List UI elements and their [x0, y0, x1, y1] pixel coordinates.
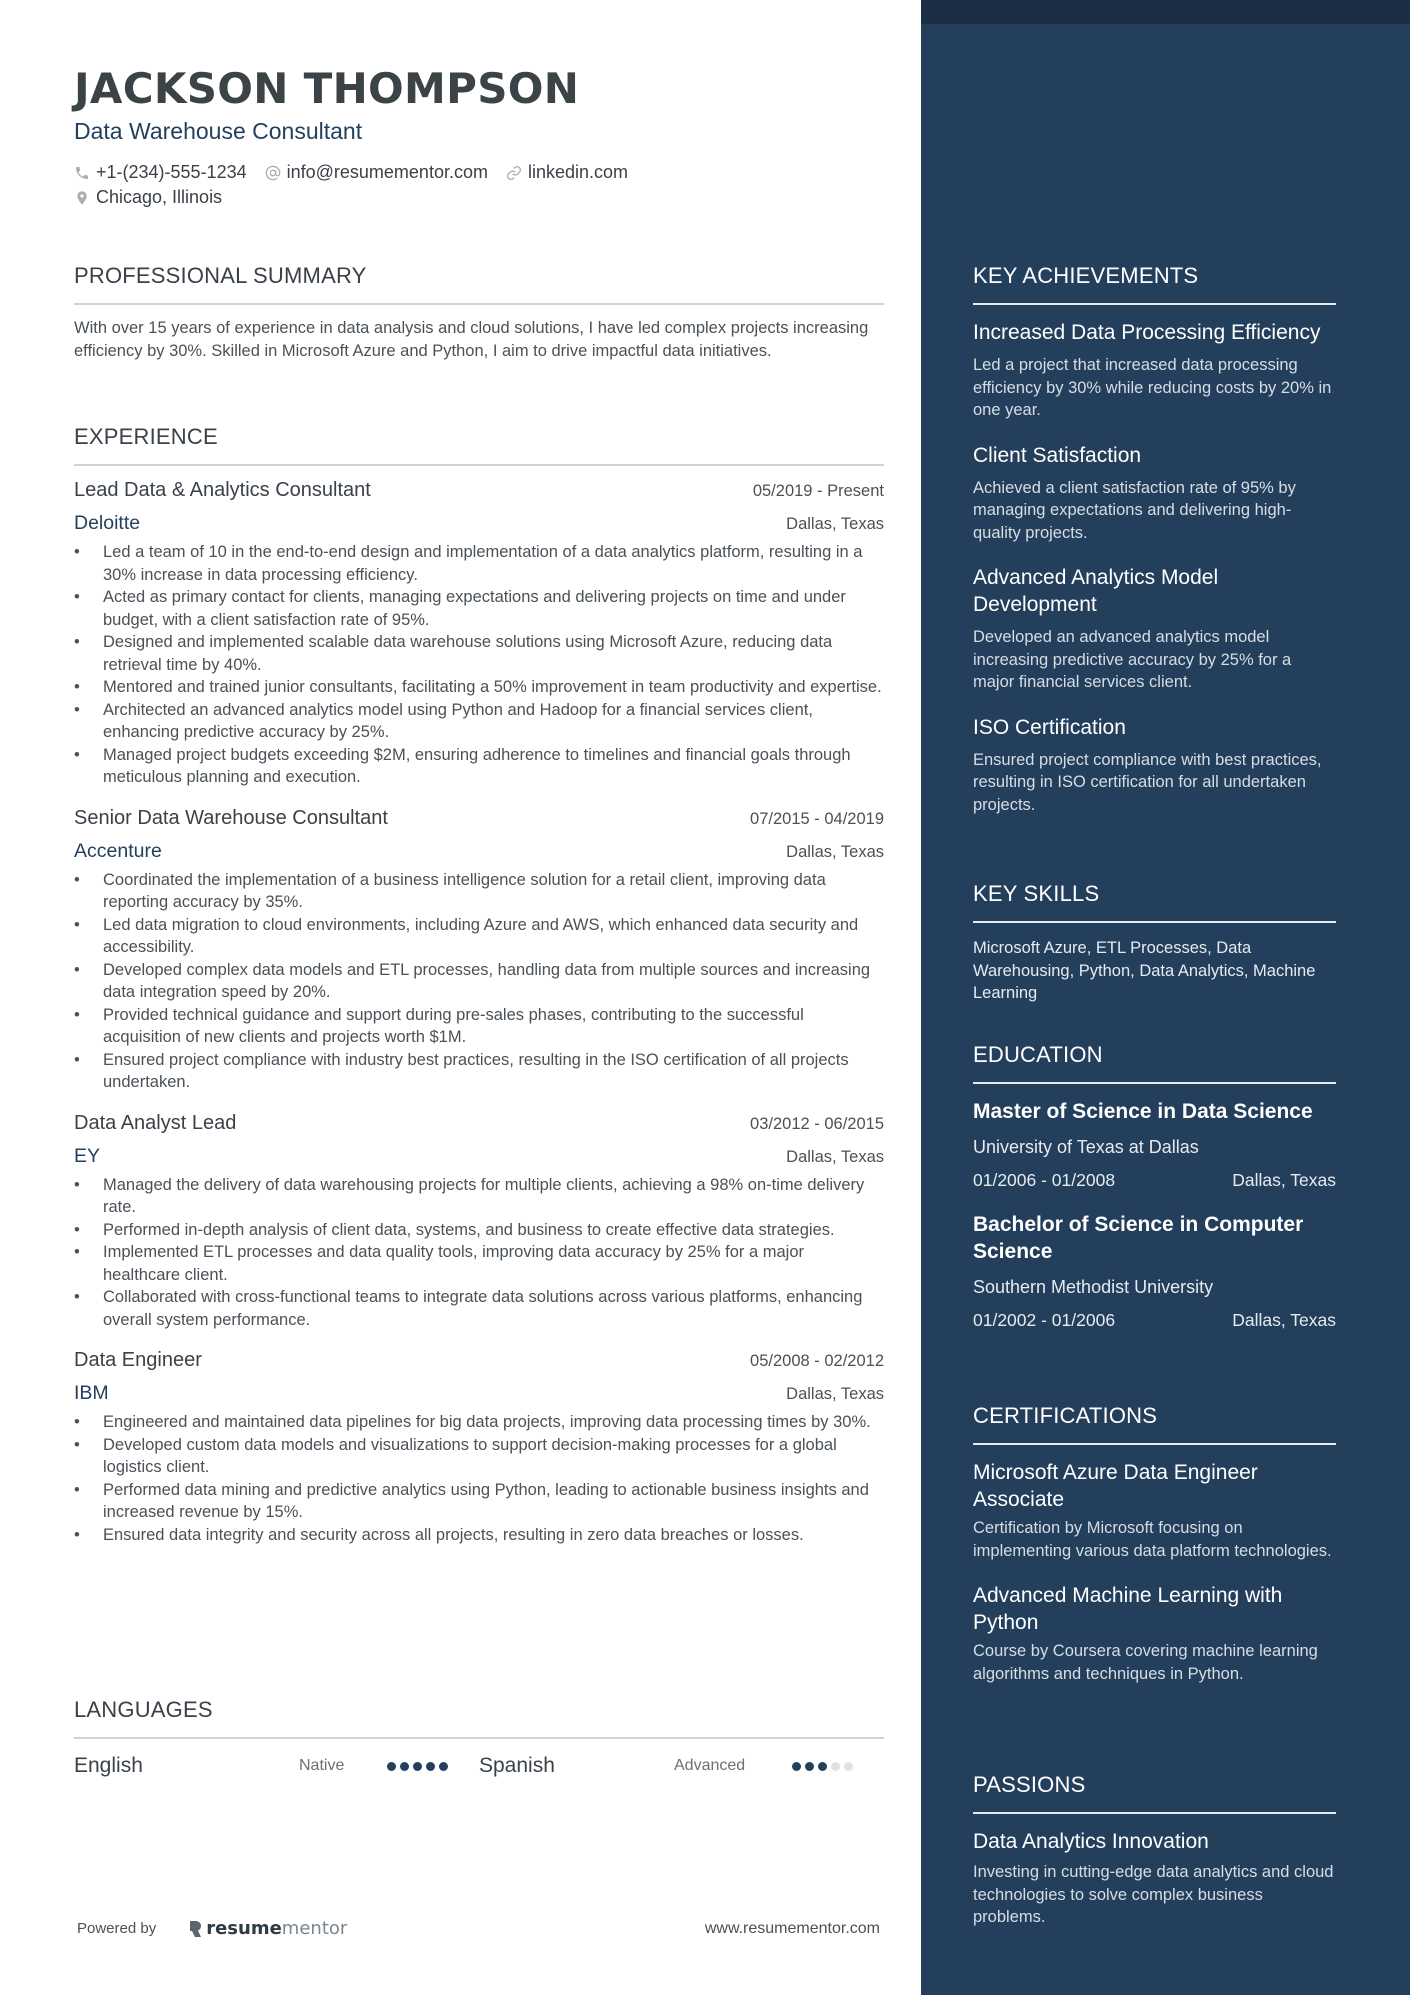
bullet: • Acted as primary contact for clients, managing expectations and delivering projects on time and under budget, with a client satisfaction rate of 95%. [74, 586, 884, 631]
job-title: Data Engineer [74, 1349, 202, 1371]
candidate-name: JACKSON THOMPSON [74, 64, 580, 113]
section-title: PROFESSIONAL SUMMARY [74, 263, 367, 288]
professional-summary-section [74, 263, 884, 362]
brand-bold: resume [206, 1918, 282, 1939]
job-location: Dallas, Texas [786, 515, 884, 533]
rating-dot-filled [818, 1762, 827, 1771]
job-bullets [74, 1174, 884, 1332]
divider [973, 1443, 1336, 1445]
divider [973, 1082, 1336, 1084]
job-entry [74, 807, 884, 1094]
achievement-title: Increased Data Processing Efficiency [973, 321, 1321, 344]
section-title: EDUCATION [973, 1042, 1103, 1067]
phone-icon [74, 165, 90, 181]
rating-dot-empty [844, 1762, 853, 1771]
divider [973, 303, 1336, 305]
key-achievements-section [973, 263, 1336, 816]
rating-dot-filled [439, 1762, 448, 1771]
section-title: CERTIFICATIONS [973, 1403, 1158, 1428]
job-company: IBM [74, 1382, 109, 1404]
achievement-item [973, 442, 1336, 545]
language-name: English [74, 1754, 143, 1777]
rating-dot-empty [831, 1762, 840, 1771]
section-title: KEY ACHIEVEMENTS [973, 263, 1199, 288]
passions-section [973, 1772, 1336, 1929]
divider [74, 464, 884, 466]
certification-title: Microsoft Azure Data Engineer Associate [973, 1461, 1258, 1511]
education-item [973, 1098, 1336, 1191]
resumementor-logo[interactable] [188, 1918, 347, 1939]
sidebar-top-band [921, 0, 1410, 24]
at-icon [265, 165, 281, 181]
rating-dot-filled [792, 1762, 801, 1771]
divider [973, 921, 1336, 923]
website-link[interactable]: www.resumementor.com [704, 1919, 880, 1937]
job-dates: 05/2008 - 02/2012 [750, 1352, 884, 1370]
section-title: PASSIONS [973, 1772, 1086, 1797]
section-title: LANGUAGES [74, 1697, 213, 1722]
rating-dot-filled [413, 1762, 422, 1771]
bullet: • Coordinated the implementation of a business intelligence solution for a retail client, improving data reporting accuracy by 35%. [74, 869, 884, 914]
footer [74, 1918, 884, 1939]
job-location: Dallas, Texas [786, 842, 884, 861]
language-level: Native [299, 1757, 345, 1774]
skills-list: Microsoft Azure, ETL Processes, Data Warehousing, Python, Data Analytics, Machine Learning [973, 939, 1316, 1002]
candidate-role: Data Warehouse Consultant [74, 118, 363, 144]
powered-by-label: Powered by [77, 1920, 157, 1937]
job-company: Deloitte [74, 512, 141, 534]
school: Southern Methodist University [973, 1277, 1214, 1297]
contact-info [74, 160, 646, 210]
bullet: • Ensured project compliance with industry best practices, resulting in the ISO certification of all projects undertaken. [74, 1049, 884, 1094]
job-title: Data Analyst Lead [74, 1111, 237, 1134]
bullet: • Ensured data integrity and security across all projects, resulting in zero data breaches or losses. [74, 1524, 884, 1547]
contact-location [74, 187, 222, 208]
bullet: • Mentored and trained junior consultants, facilitating a 50% improvement in team productivity and expertise. [74, 676, 884, 699]
language-level: Advanced [674, 1757, 746, 1774]
bullet: • Performed in-depth analysis of client data, systems, and business to create effective data strategies. [74, 1219, 884, 1242]
education-location: Dallas, Texas [1232, 1310, 1336, 1330]
key-skills-section [973, 881, 1336, 1005]
certifications-section [973, 1403, 1336, 1685]
achievement-desc: Achieved a client satisfaction rate of 95% by managing expectations and delivering high-quality projects. [973, 478, 1296, 542]
language-name: Spanish [479, 1754, 555, 1777]
link-icon [506, 165, 522, 181]
location-text: Chicago, Illinois [96, 187, 223, 207]
bullet: • Developed complex data models and ETL processes, handling data from multiple sources and increasing data integration speed by 20%. [74, 959, 884, 1004]
certification-item [973, 1582, 1336, 1685]
resumementor-logo-icon [188, 1920, 202, 1938]
bullet: • Developed custom data models and visualizations to support decision-making processes for a global logistics client. [74, 1434, 884, 1479]
achievement-title: ISO Certification [973, 715, 1126, 739]
job-company: Accenture [74, 839, 162, 862]
passion-title: Data Analytics Innovation [973, 1830, 1209, 1853]
certification-item [973, 1459, 1336, 1562]
achievement-item [973, 319, 1336, 422]
achievement-item [973, 564, 1336, 694]
bullet: • Led data migration to cloud environments, including Azure and AWS, which enhanced data security and accessibility. [74, 914, 884, 959]
education-item [973, 1211, 1336, 1331]
bullet: • Engineered and maintained data pipelines for big data projects, improving data processing times by 30%. [74, 1411, 884, 1434]
degree: Bachelor of Science in Computer Science [973, 1213, 1304, 1263]
passion-item [973, 1828, 1336, 1929]
degree: Master of Science in Data Science [973, 1100, 1313, 1123]
bullet: • Architected an advanced analytics model using Python and Hadoop for a financial services client, enhancing predictive accuracy by 25%. [74, 699, 884, 744]
section-title: EXPERIENCE [74, 424, 218, 449]
divider [74, 303, 884, 305]
job-bullets [74, 1411, 884, 1546]
bullet: • Performed data mining and predictive analytics using Python, leading to actionable business insights and increased revenue by 15%. [74, 1479, 884, 1524]
certification-title: Advanced Machine Learning with Python [973, 1584, 1283, 1634]
contact-linkedin[interactable] [506, 162, 628, 183]
location-pin-icon [74, 190, 90, 206]
education-section [973, 1042, 1336, 1331]
education-dates: 01/2006 - 01/2008 [973, 1170, 1116, 1190]
bullet: • Managed project budgets exceeding $2M, ensuring adherence to timelines and financial goals through meticulous planning and execution. [74, 744, 884, 789]
powered-by [74, 1918, 347, 1939]
achievement-title: Client Satisfaction [973, 443, 1142, 467]
education-dates: 01/2002 - 01/2006 [973, 1310, 1116, 1330]
achievement-desc: Led a project that increased data processing efficiency by 30% while reducing costs by 20% in one year. [973, 356, 1332, 419]
bullet: • Collaborated with cross-functional teams to integrate data solutions across various platforms, enhancing overall system performance. [74, 1286, 884, 1331]
job-dates: 03/2012 - 06/2015 [750, 1114, 884, 1133]
bullet: • Led a team of 10 in the end-to-end design and implementation of a data analytics platform, resulting in a 30% increase in data processing efficiency. [74, 541, 884, 586]
brand-light: mentor [281, 1918, 348, 1939]
achievement-title: Advanced Analytics Model Development [973, 566, 1219, 616]
job-title: Lead Data & Analytics Consultant [74, 479, 371, 501]
job-entry [74, 1349, 884, 1546]
job-company: EY [74, 1144, 101, 1167]
linkedin-text: linkedin.com [527, 162, 629, 182]
rating-dot-filled [805, 1762, 814, 1771]
achievement-desc: Developed an advanced analytics model increasing predictive accuracy by 25% for a major financial services client. [973, 628, 1292, 691]
language-item [74, 1754, 479, 1778]
experience-section [74, 424, 884, 1546]
job-location: Dallas, Texas [786, 1147, 884, 1166]
contact-email[interactable] [265, 162, 488, 183]
languages-section [74, 1697, 884, 1781]
education-location: Dallas, Texas [1232, 1170, 1336, 1190]
language-rating [387, 1762, 448, 1771]
job-location: Dallas, Texas [786, 1385, 884, 1403]
job-entry [74, 1112, 884, 1332]
job-bullets [74, 541, 884, 789]
phone-text: +1-(234)-555-1234 [96, 162, 247, 182]
rating-dot-filled [426, 1762, 435, 1771]
divider [973, 1812, 1336, 1814]
achievement-item [973, 714, 1336, 817]
bullet: • Implemented ETL processes and data quality tools, improving data accuracy by 25% for a major healthcare client. [74, 1241, 884, 1286]
section-title: KEY SKILLS [973, 881, 1100, 906]
certification-desc: Course by Coursera covering machine learning algorithms and techniques in Python. [973, 1642, 1318, 1683]
job-dates: 07/2015 - 04/2019 [750, 809, 884, 828]
rating-dot-filled [387, 1762, 396, 1771]
passion-desc: Investing in cutting-edge data analytics and cloud technologies to solve complex business problems. [973, 1863, 1334, 1926]
achievement-desc: Ensured project compliance with best practices, resulting in ISO certification for all undertaken projects. [973, 750, 1322, 814]
school: University of Texas at Dallas [973, 1137, 1199, 1157]
sidebar [921, 0, 1410, 1995]
bullet: • Designed and implemented scalable data warehouse solutions using Microsoft Azure, reducing data retrieval time by 40%. [74, 631, 884, 676]
rating-dot-filled [400, 1762, 409, 1771]
certification-desc: Certification by Microsoft focusing on implementing various data platform technologies. [973, 1519, 1332, 1560]
bullet: • Managed the delivery of data warehousing projects for multiple clients, achieving a 98% on-time delivery rate. [74, 1174, 884, 1219]
divider [74, 1737, 884, 1739]
language-rating [792, 1762, 853, 1771]
job-entry [74, 479, 884, 789]
job-title: Senior Data Warehouse Consultant [74, 806, 388, 829]
language-item [479, 1754, 884, 1778]
contact-phone[interactable] [74, 162, 247, 183]
email-text: info@resumementor.com [286, 162, 488, 182]
job-dates: 05/2019 - Present [752, 482, 884, 500]
bullet: • Provided technical guidance and support during pre-sales phases, contributing to the successful acquisition of new clients and projects worth $1M. [74, 1004, 884, 1049]
summary-text: With over 15 years of experience in data analysis and cloud solutions, I have led complex projects increasing efficiency by 30%. Skilled in Microsoft Azure and Python, I aim to drive impactful data initiatives. [74, 319, 869, 360]
job-bullets [74, 869, 884, 1094]
